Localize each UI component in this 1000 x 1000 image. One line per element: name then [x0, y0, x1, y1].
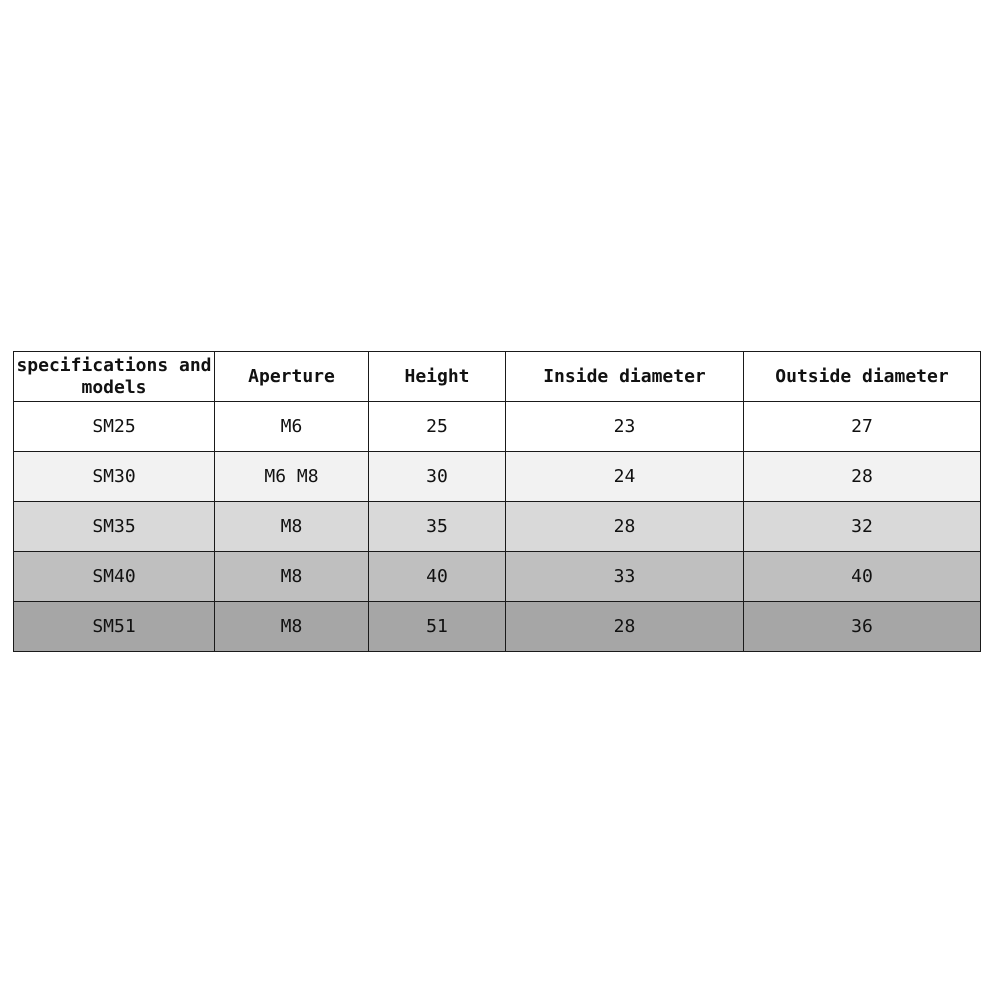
cell-model: SM25 — [14, 402, 215, 452]
table-row — [14, 452, 981, 502]
cell-model: SM35 — [14, 502, 215, 552]
cell-model: SM40 — [14, 552, 215, 602]
cell-aperture: M8 — [215, 602, 369, 652]
cell-aperture: M6 — [215, 402, 369, 452]
table-row — [14, 602, 981, 652]
cell-outside-diameter: 32 — [744, 502, 981, 552]
cell-inside-diameter: 28 — [506, 602, 744, 652]
cell-aperture: M6 M8 — [215, 452, 369, 502]
cell-height: 30 — [369, 452, 506, 502]
cell-model: SM51 — [14, 602, 215, 652]
cell-height: 51 — [369, 602, 506, 652]
header-aperture: Aperture — [215, 352, 369, 402]
cell-height: 35 — [369, 502, 506, 552]
cell-outside-diameter: 27 — [744, 402, 981, 452]
cell-inside-diameter: 33 — [506, 552, 744, 602]
table-header-row — [14, 352, 981, 402]
cell-outside-diameter: 40 — [744, 552, 981, 602]
cell-aperture: M8 — [215, 552, 369, 602]
table-row — [14, 502, 981, 552]
header-inside-diameter: Inside diameter — [506, 352, 744, 402]
cell-outside-diameter: 36 — [744, 602, 981, 652]
header-outside-diameter: Outside diameter — [744, 352, 981, 402]
cell-height: 40 — [369, 552, 506, 602]
specifications-table — [13, 351, 981, 652]
cell-inside-diameter: 24 — [506, 452, 744, 502]
table-row — [14, 402, 981, 452]
cell-inside-diameter: 23 — [506, 402, 744, 452]
table-row — [14, 552, 981, 602]
cell-model: SM30 — [14, 452, 215, 502]
cell-inside-diameter: 28 — [506, 502, 744, 552]
header-height: Height — [369, 352, 506, 402]
cell-height: 25 — [369, 402, 506, 452]
cell-aperture: M8 — [215, 502, 369, 552]
cell-outside-diameter: 28 — [744, 452, 981, 502]
header-specifications-models: specifications and models — [14, 352, 215, 402]
